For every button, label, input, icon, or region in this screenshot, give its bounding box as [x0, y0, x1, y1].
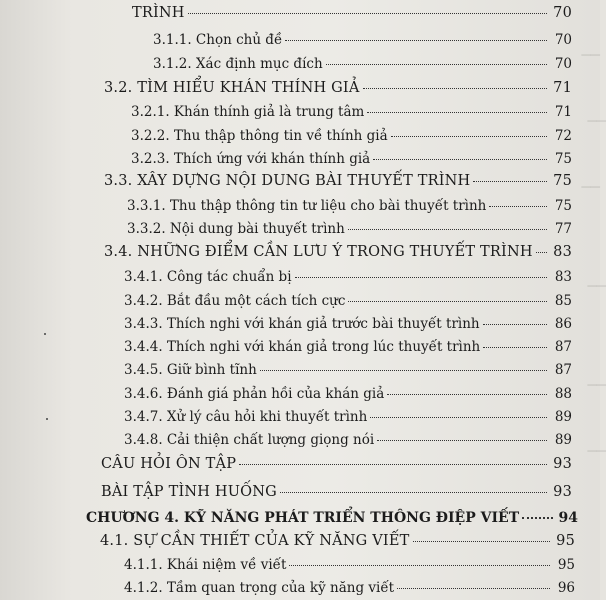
toc-entry [124, 409, 572, 425]
toc-entry [153, 56, 572, 72]
leader-dots [522, 516, 553, 519]
toc-entry-label: 3.3.1. Thu thập thông tin tư liệu cho bài thuyết trình [127, 198, 487, 214]
toc-entry-label: 3.4.6. Đánh giá phản hồi của khán giả [124, 386, 385, 402]
toc-entry [131, 128, 572, 144]
leader-dots [289, 564, 550, 566]
toc-entry [104, 244, 572, 260]
toc-entry-label: 3.2.3. Thích ứng với khán thính giả [131, 151, 371, 167]
toc-entry-page: 70 [553, 5, 572, 21]
toc-entry-label: 4.1.2. Tầm quan trọng của kỹ năng viết [124, 580, 395, 596]
leader-dots [483, 323, 547, 325]
toc-entry-page: 93 [553, 456, 572, 472]
toc-entry-label: CÂU HỎI ÔN TẬP [101, 456, 237, 472]
toc-entry-label: 3.4.5. Giữ bình tĩnh [124, 362, 257, 378]
toc-entry-page: 94 [558, 510, 578, 526]
bleed-through-decoration: ▁▁ ▁▁ ▁▁ ▁▁ ▁▁ ▁▁ [581, 42, 606, 452]
toc-entry [101, 456, 572, 472]
toc-entry [124, 432, 572, 448]
toc-entry-page: 83 [553, 244, 572, 260]
toc-entry-label: 3.4.4. Thích nghi với khán giả trong lúc thuyết trình [124, 339, 481, 355]
leader-dots [348, 300, 547, 302]
toc-entry-label: 3.4. NHỮNG ĐIỂM CẦN LƯU Ý TRONG THUYẾT TRÌNH [104, 244, 533, 260]
toc-entry [124, 580, 575, 596]
toc-entry-label: 3.1.1. Chọn chủ đề [153, 32, 283, 48]
leader-dots [260, 369, 547, 371]
leader-dots [239, 463, 547, 465]
toc-entry-label: 4.1. SỰ CẦN THIẾT CỦA KỸ NĂNG VIẾT [100, 533, 410, 549]
toc-entry-page: 75 [553, 173, 572, 189]
toc-entry [124, 386, 572, 402]
toc-entry [153, 32, 572, 48]
toc-entry-label: CHƯƠNG 4. KỸ NĂNG PHÁT TRIỂN THÔNG ĐIỆP VIẾT [86, 510, 520, 526]
leader-dots [188, 12, 547, 14]
toc-entry-page: 71 [553, 80, 572, 96]
toc-entry-page: 75 [554, 151, 572, 167]
leader-dots [363, 87, 547, 89]
toc-entry [127, 221, 572, 237]
leader-dots [483, 346, 547, 348]
toc-entry-label: 3.4.2. Bắt đầu một cách tích cực [124, 293, 346, 309]
toc-entry-page: 93 [553, 484, 572, 500]
toc-entry-page: 75 [554, 198, 572, 214]
toc-entry [124, 339, 572, 355]
leader-dots [370, 416, 547, 418]
leader-dots [387, 393, 547, 395]
leader-dots [348, 228, 547, 230]
toc-entry-label: 3.3.2. Nội dung bài thuyết trình [127, 221, 345, 237]
toc-entry-page: 95 [556, 533, 575, 549]
toc-entry-page: 89 [554, 409, 572, 425]
toc-entry [132, 5, 572, 21]
toc-entry-page: 72 [554, 128, 572, 144]
toc-entry [104, 173, 572, 189]
toc-entry-label: 4.1.1. Khái niệm về viết [124, 557, 287, 573]
toc-entry-label: 3.2. TÌM HIỂU KHÁN THÍNH GIẢ [104, 80, 360, 96]
toc-entry-page: 83 [554, 269, 572, 285]
toc-entry-label: 3.4.7. Xử lý câu hỏi khi thuyết trình [124, 409, 368, 425]
toc-entry [124, 316, 572, 332]
toc-entry [127, 198, 572, 214]
leader-dots [377, 439, 547, 441]
paper-speck [46, 418, 48, 420]
toc-entry [124, 557, 575, 573]
toc-entry-label: TRÌNH [132, 5, 185, 21]
toc-entry [104, 80, 572, 96]
toc-entry-page: 96 [557, 580, 575, 596]
toc-entry-label: 3.2.2. Thu thập thông tin về thính giả [131, 128, 388, 144]
toc-entry-label: 3.4.8. Cải thiện chất lượng giọng nói [124, 432, 375, 448]
toc-entry-label: 3.4.1. Công tác chuẩn bị [124, 269, 292, 285]
leader-dots [326, 63, 547, 65]
toc-entry-label: 3.1.2. Xác định mục đích [153, 56, 323, 72]
leader-dots [473, 180, 547, 182]
toc-entry-label: 3.4.3. Thích nghi với khán giả trước bài thuyết trình [124, 316, 480, 332]
toc-entry [100, 533, 575, 549]
leader-dots [280, 491, 547, 493]
toc-entry [101, 484, 572, 500]
leader-dots [373, 158, 547, 160]
toc-entry-page: 70 [554, 56, 572, 72]
toc-entry-page: 89 [554, 432, 572, 448]
toc-entry-page: 77 [554, 221, 572, 237]
toc-chapter-entry [86, 510, 578, 526]
toc-entry-label: BÀI TẬP TÌNH HUỐNG [101, 484, 277, 500]
leader-dots [391, 135, 547, 137]
toc-entry-page: 95 [557, 557, 575, 573]
toc-entry-page: 88 [554, 386, 572, 402]
toc-entry-page: 70 [554, 32, 572, 48]
toc-entry-label: 3.3. XÂY DỰNG NỘI DUNG BÀI THUYẾT TRÌNH [104, 173, 471, 189]
toc-entry-page: 86 [554, 316, 572, 332]
leader-dots [489, 205, 547, 207]
toc-entry-page: 71 [554, 104, 572, 120]
leader-dots [285, 39, 547, 41]
toc-entry-page: 85 [554, 293, 572, 309]
leader-dots [413, 540, 550, 542]
leader-dots [536, 251, 547, 253]
toc-entry [131, 151, 572, 167]
toc-entry-label: 3.2.1. Khán thính giả là trung tâm [131, 104, 365, 120]
paper-speck [44, 333, 46, 335]
leader-dots [367, 111, 547, 113]
toc-entry [131, 104, 572, 120]
toc-entry [124, 362, 572, 378]
leader-dots [397, 587, 550, 589]
toc-entry-page: 87 [554, 339, 572, 355]
toc-entry [124, 269, 572, 285]
toc-entry-page: 87 [554, 362, 572, 378]
leader-dots [295, 276, 547, 278]
toc-entry [124, 293, 572, 309]
